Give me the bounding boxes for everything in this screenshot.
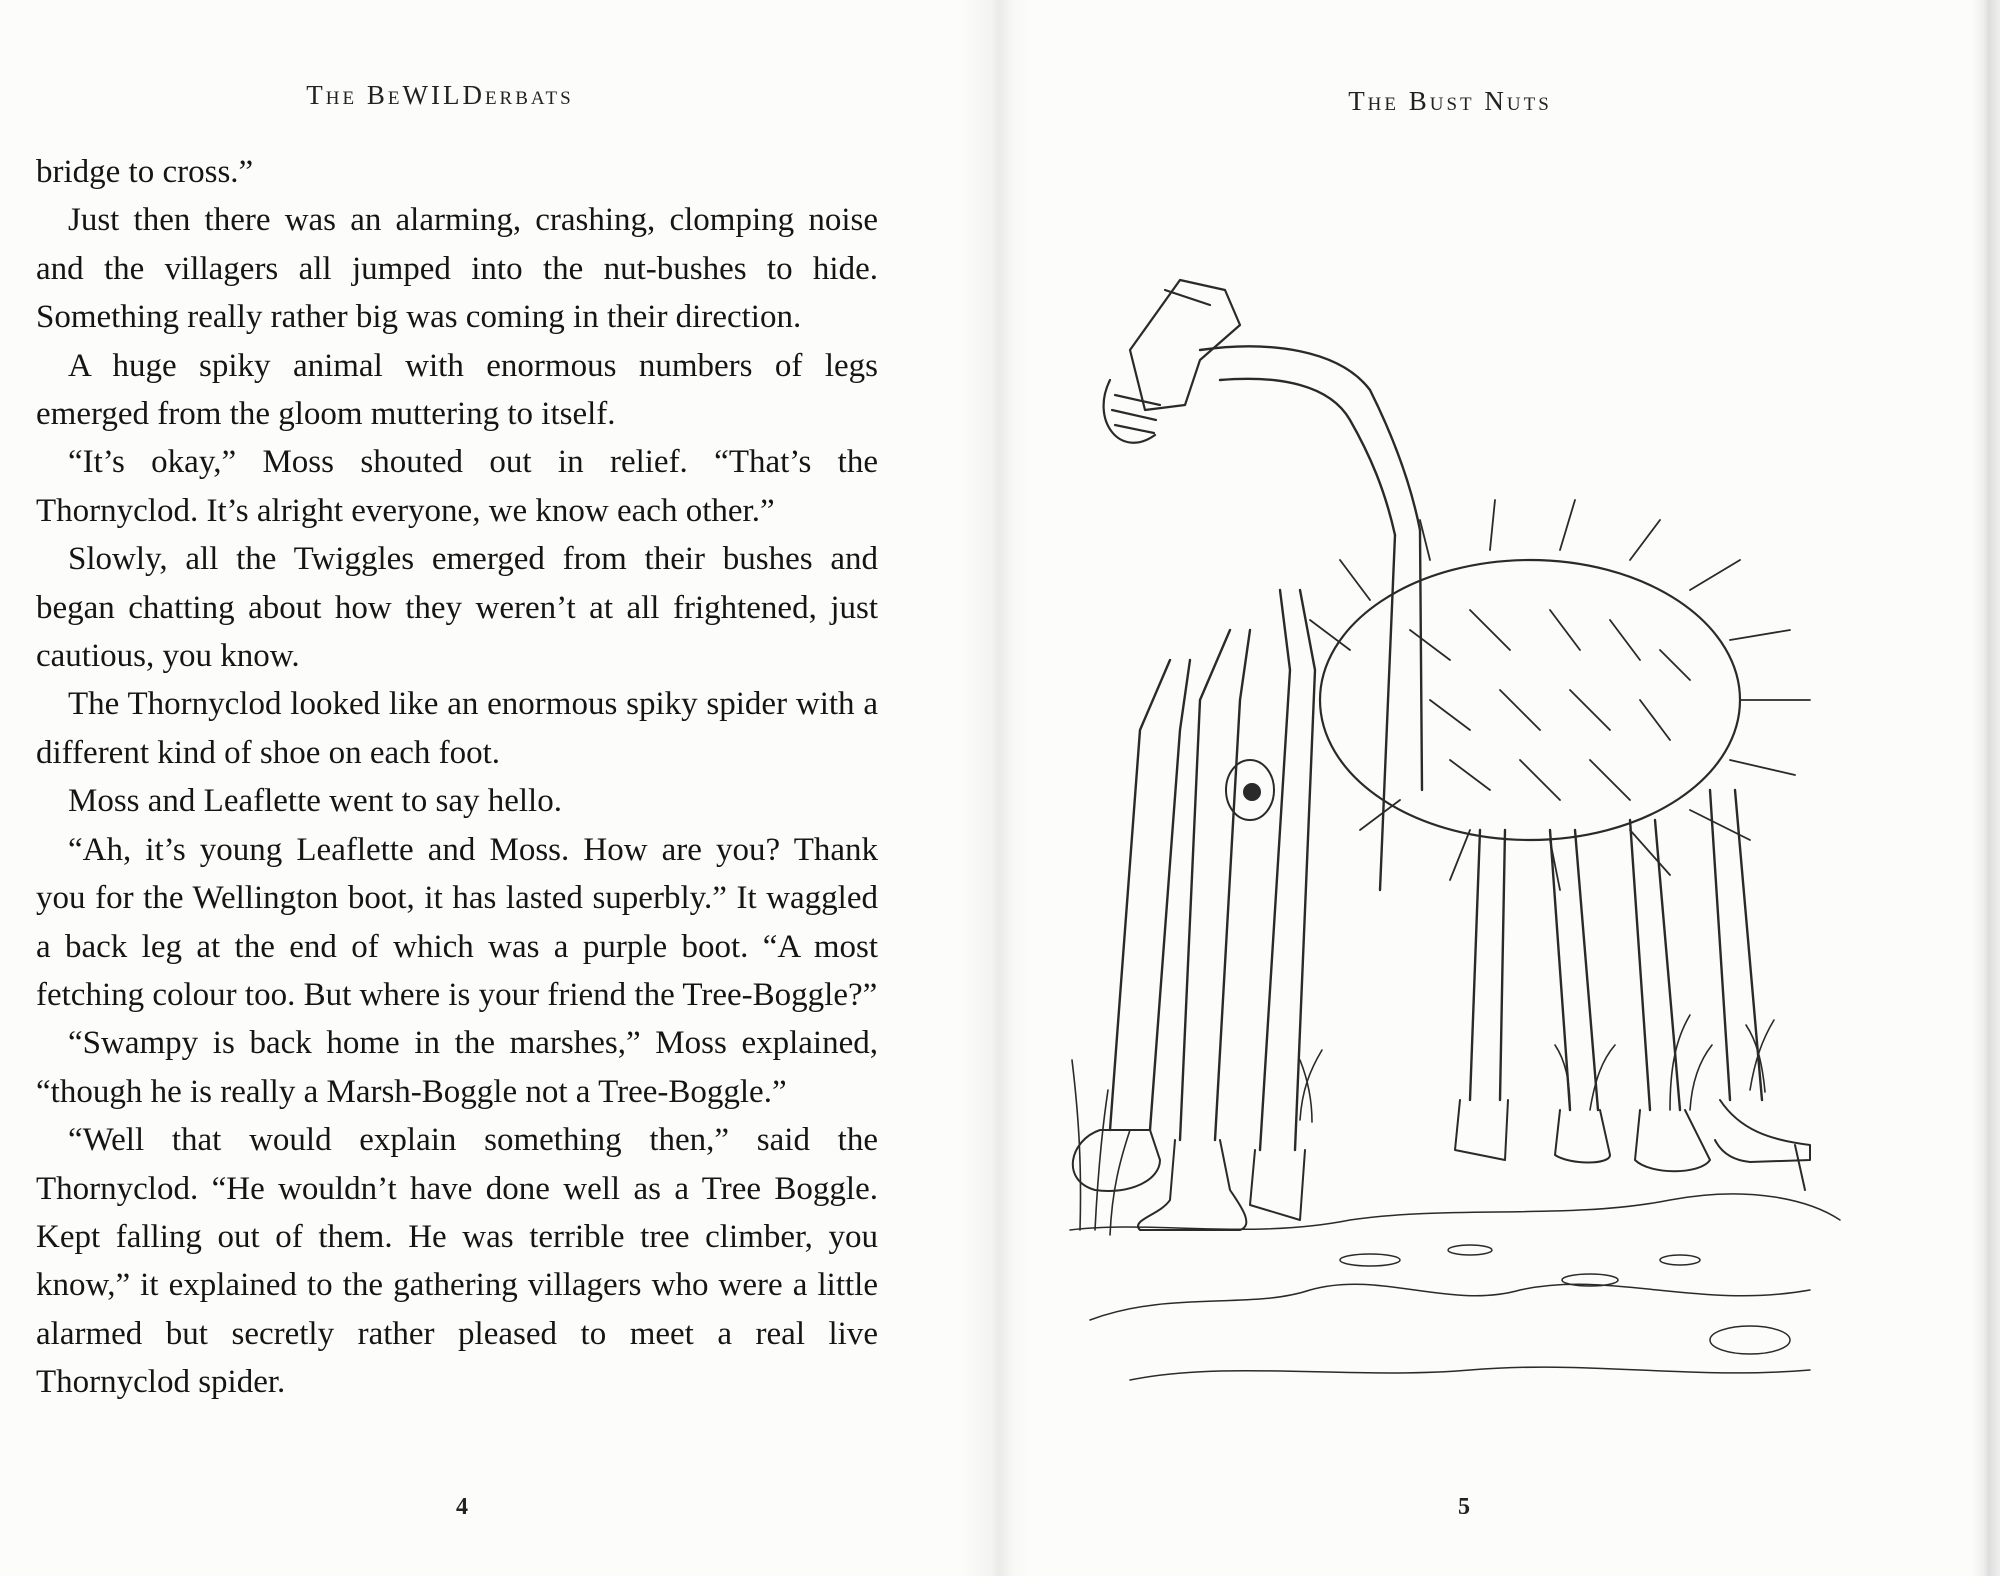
page-number-right: 5 [1458, 1494, 1470, 1520]
paragraph: “Swampy is back home in the marshes,” Moss explained, “though he is really a Marsh-Boggle not a Tree-Boggle.” [36, 1025, 878, 1110]
paragraph: bridge to cross.” [36, 154, 254, 190]
page-number-left: 4 [456, 1494, 468, 1520]
right-page [990, 0, 1972, 1576]
left-page [0, 0, 980, 1576]
body-text [36, 148, 878, 1407]
thornyclod-illustration [1050, 230, 1850, 1460]
running-head-left: The BeWILDerbats [306, 80, 574, 110]
paragraph: “Well that would explain something then,” said the Thornyclod. “He wouldn’t have done well as a Tree Boggle. Kept falling out of them. He was terrible tree climber, you know,” it explained to the gathering villagers who were a little alarmed but secretly rather pleased to meet a real live Thornyclod spider. [36, 1122, 878, 1401]
raised-boot [1104, 280, 1240, 443]
paragraph: Slowly, all the Twiggles emerged from their bushes and began chatting about how they weren’t at all frightened, just cautious, you know. [36, 541, 878, 675]
page-edge-shadow [1972, 0, 2000, 1576]
puddle-ground [1070, 1194, 1840, 1380]
paragraph: A huge spiky animal with enormous numbers of legs emerged from the gloom muttering to itself. [36, 347, 878, 433]
spider-body [1310, 500, 1810, 890]
spider-legs [1110, 590, 1762, 1150]
paragraph: “It’s okay,” Moss shouted out in relief. “That’s the Thornyclod. It’s alright everyone, we know each other.” [36, 444, 878, 529]
paragraph: Moss and Leaflette went to say hello. [68, 783, 562, 820]
paragraph: Just then there was an alarming, crashing, clomping noise and the villagers all jumped into the nut-bushes to hide. Something really rather big was coming in their direction. [36, 202, 878, 336]
grass-tufts [1072, 1015, 1774, 1235]
running-head-right: The Bust Nuts [1348, 86, 1552, 116]
spider-shoes [1073, 1100, 1810, 1230]
paragraph: “Ah, it’s young Leaflette and Moss. How are you? Thank you for the Wellington boot, it has lasted superbly.” It waggled a back leg at the end of which was a purple boot. “A most fetching colour too. But where is your friend the Tree-Boggle?” [36, 831, 878, 1013]
paragraph: The Thornyclod looked like an enormous spiky spider with a different kind of shoe on each foot. [36, 686, 878, 771]
